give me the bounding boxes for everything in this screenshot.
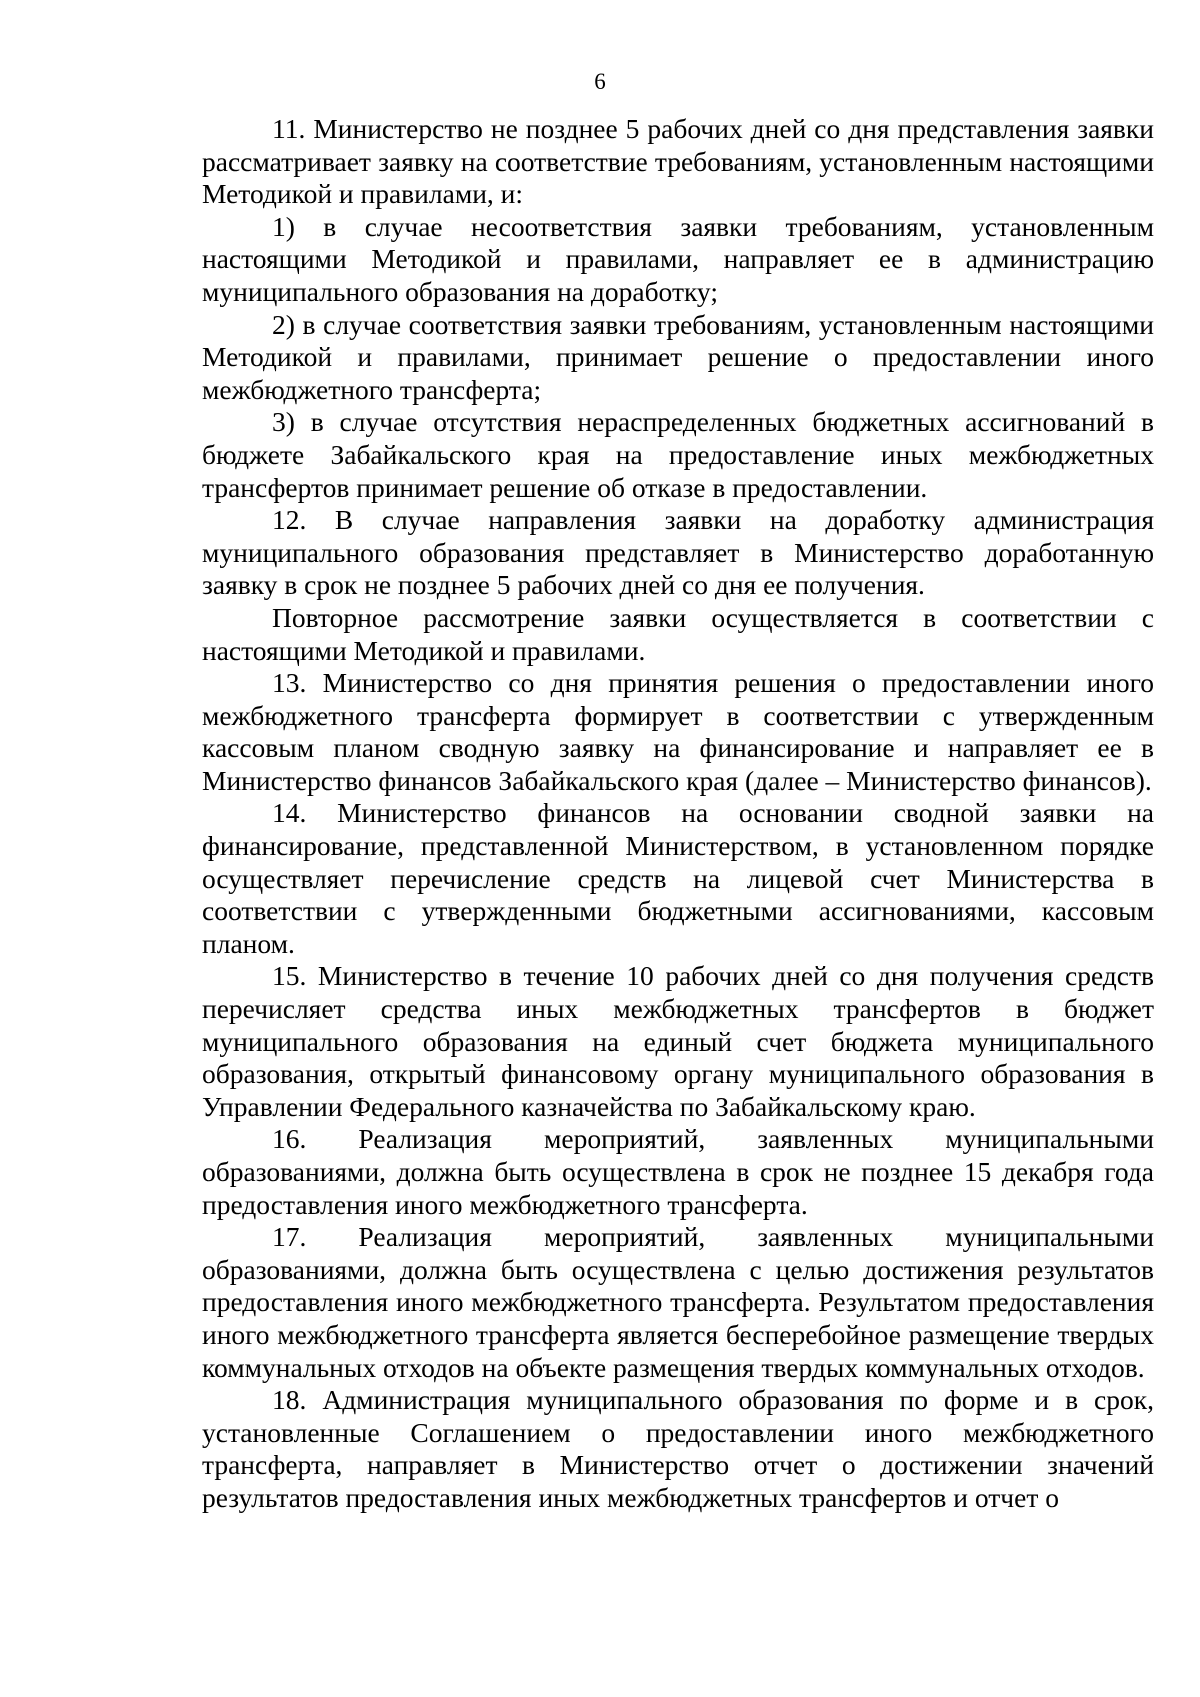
paragraph-11-item-2: 2) в случае соответствия заявки требованиям, установленным настоящими Методикой и правилами, принимает решение о предоставлении иного межбюджетного трансферта; (202, 308, 1154, 405)
paragraph-13: 13. Министерство со дня принятия решения о предоставлении иного межбюджетного трансферта формирует в соответствии с утвержденным кассовым планом сводную заявку на финансирование и направляет ее в Министерство финансов Забайкальского края (далее – Министерство финансов). (202, 667, 1154, 796)
paragraph-12-repeat-review: Повторное рассмотрение заявки осуществляется в соответствии с настоящими Методикой и правилами. (202, 601, 1154, 666)
paragraph-15: 15. Министерство в течение 10 рабочих дней со дня получения средств перечисляет средства иных межбюджетных трансфертов в бюджет муниципального образования на единый счет бюджета муниципального образования, открытый финансовому органу муниципального образования в Управлении Федерального казначейства по Забайкальскому краю. (202, 960, 1154, 1122)
paragraph-12: 12. В случае направления заявки на доработку администрация муниципального образования представляет в Министерство доработанную заявку в срок не позднее 5 рабочих дней со дня ее получения. (202, 504, 1154, 601)
paragraph-17: 17. Реализация мероприятий, заявленных муниципальными образованиями, должна быть осуществлена с целью достижения результатов предоставления иного межбюджетного трансферта. Результатом предоставления иного межбюджетного трансферта является бесперебойное размещение твердых коммунальных отходов на объекте размещения твердых коммунальных отходов. (202, 1221, 1154, 1383)
paragraph-11-item-1: 1) в случае несоответствия заявки требованиям, установленным настоящими Методикой и правилами, направляет ее в администрацию муниципального образования на доработку; (202, 210, 1154, 307)
paragraph-14: 14. Министерство финансов на основании сводной заявки на финансирование, представленной Министерством, в установленном порядке осуществляет перечисление средств на лицевой счет Министерства в соответствии с утвержденными бюджетными ассигнованиями, кассовым планом. (202, 797, 1154, 959)
paragraph-18: 18. Администрация муниципального образования по форме и в срок, установленные Соглашением о предоставлении иного межбюджетного трансферта, направляет в Министерство отчет о достижении значений результатов предоставления иных межбюджетных трансфертов и отчет о (202, 1384, 1154, 1513)
paragraph-16: 16. Реализация мероприятий, заявленных муниципальными образованиями, должна быть осуществлена в срок не позднее 15 декабря года предоставления иного межбюджетного трансферта. (202, 1123, 1154, 1220)
paragraph-11-item-3: 3) в случае отсутствия нераспределенных бюджетных ассигнований в бюджете Забайкальского края на предоставление иных межбюджетных трансфертов принимает решение об отказе в предоставлении. (202, 406, 1154, 503)
page-number: 6 (594, 69, 606, 94)
paragraph-11: 11. Министерство не позднее 5 рабочих дней со дня представления заявки рассматривает заявку на соответствие требованиям, установленным настоящими Методикой и правилами, и: (202, 113, 1154, 210)
document-body (202, 113, 1154, 1515)
